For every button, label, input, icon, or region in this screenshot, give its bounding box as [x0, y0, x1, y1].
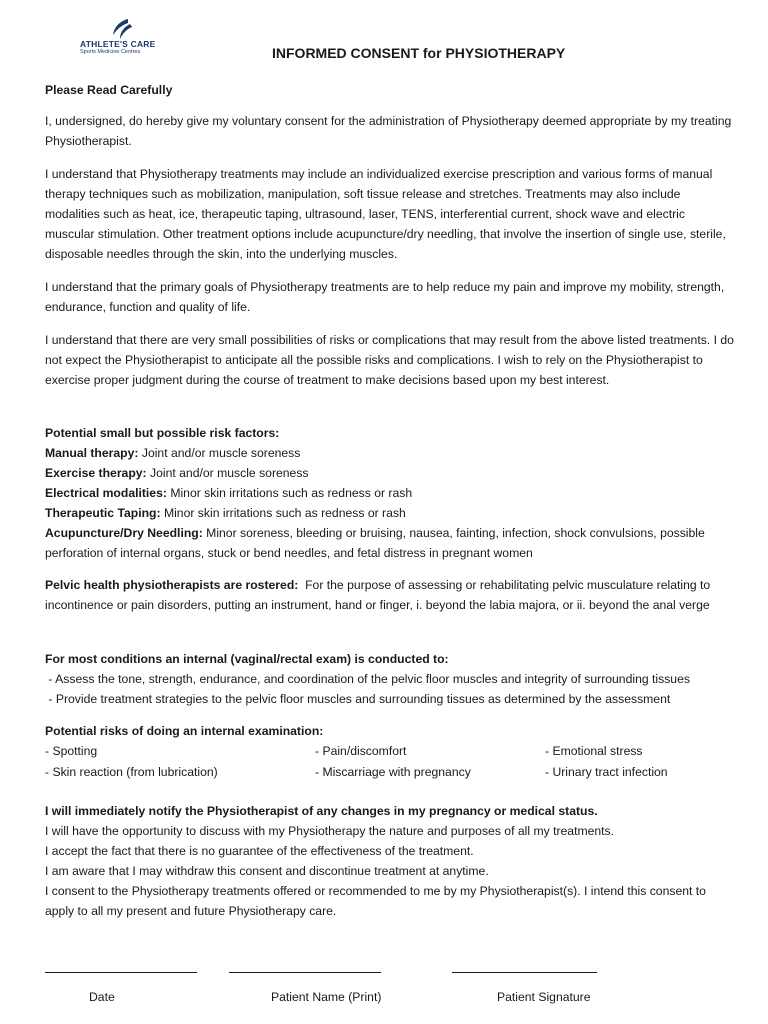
risk-emotional-stress: - Emotional stress: [545, 744, 643, 758]
intro-heading: Please Read Carefully: [45, 83, 173, 97]
paragraph-consent: I, undersigned, do hereby give my voluntary consent for the administration of Physiotherapy deemed appropriate by my treating Physiotherapist.: [45, 114, 732, 148]
risk-item: Manual therapy: Joint and/or muscle soreness: [45, 446, 301, 460]
paragraph-risks: I understand that there are very small possibilities of risks or complications that may result from the above listed treatments. I do not expect the Physiotherapist to anticipate all the possible risks and complications. I wish to rely on the Physiotherapist to exercise proper judgment during the course of treatment to make decisions based upon my best interest.: [45, 333, 734, 387]
risk-miscarriage: - Miscarriage with pregnancy: [315, 765, 471, 779]
document-title: INFORMED CONSENT for PHYSIOTHERAPY: [272, 45, 566, 61]
patient-signature-line[interactable]: [452, 972, 597, 973]
internal-exam-heading: For most conditions an internal (vaginal/rectal exam) is conducted to:: [45, 652, 449, 666]
risk-skin-reaction: - Skin reaction (from lubrication): [45, 765, 218, 779]
paragraph-treatments: I understand that Physiotherapy treatments may include an individualized exercise prescription and various forms of manual therapy techniques such as mobilization, manipulation, soft tissue release and stretches. Treatments may also include modalities such as heat, ice, therapeutic taping, ultrasound, laser, TENS, interferential current, shock wave and electric muscular stimulation. Other treatment options include acupuncture/dry needling, that involve the insertion of single use, sterile, disposable needles through the skin, into the underlying muscles.: [45, 167, 726, 261]
internal-exam-section: [45, 649, 735, 709]
internal-risks-heading: Potential risks of doing an internal examination:: [45, 724, 324, 738]
logo-name: ATHLETE'S CARE: [80, 39, 156, 49]
closing-line: I consent to the Physiotherapy treatments offered or recommended to me by my Physiotherapist(s). I intend this consent to apply to all my present and future Physiotherapy care.: [45, 884, 706, 918]
risk-pain: - Pain/discomfort: [315, 744, 407, 758]
risk-uti: - Urinary tract infection: [545, 765, 668, 779]
risk-factors-heading: Potential small but possible risk factors:: [45, 426, 280, 440]
list-item: - Assess the tone, strength, endurance, and coordination of the pelvic floor muscles and integrity of surrounding tissues: [45, 672, 690, 686]
date-line[interactable]: [45, 972, 197, 973]
closing-line: I will have the opportunity to discuss with my Physiotherapy the nature and purposes of all my treatments.: [45, 824, 615, 838]
risk-item: Exercise therapy: Joint and/or muscle soreness: [45, 466, 309, 480]
risk-item: Acupuncture/Dry Needling: Minor soreness, bleeding or bruising, nausea, fainting, infection, shock convulsions, possible perforation of internal organs, stuck or bend needles, and fetal distress in pregnant women: [45, 526, 705, 560]
closing-line: I accept the fact that there is no guarantee of the effectiveness of the treatment.: [45, 844, 474, 858]
list-item: - Provide treatment strategies to the pelvic floor muscles and surrounding tissues as determined by the assessment: [45, 692, 671, 706]
pelvic-health-paragraph: Pelvic health physiotherapists are rostered: For the purpose of assessing or rehabilitating pelvic musculature relating to incontinence or pain disorders, putting an instrument, hand or finger, i. beyond the labia majora, or ii. beyond the anal verge: [45, 578, 714, 612]
patient-name-line[interactable]: [229, 972, 381, 973]
paragraph-goals: I understand that the primary goals of Physiotherapy treatments are to help reduce my pain and improve my mobility, strength, endurance, function and quality of life.: [45, 280, 725, 314]
closing-section: [45, 801, 735, 921]
closing-line: I am aware that I may withdraw this consent and discontinue treatment at anytime.: [45, 864, 489, 878]
logo-tagline: Sports Medicine Centres: [80, 49, 141, 55]
risk-item: Electrical modalities: Minor skin irritations such as redness or rash: [45, 486, 413, 500]
patient-signature-label: Patient Signature: [497, 990, 591, 1004]
risk-spotting: - Spotting: [45, 744, 98, 758]
date-label: Date: [89, 990, 115, 1004]
notify-statement: I will immediately notify the Physiotherapist of any changes in my pregnancy or medical status.: [45, 804, 598, 818]
patient-name-label: Patient Name (Print): [271, 990, 382, 1004]
risk-factors-section: [45, 423, 735, 563]
risk-item: Therapeutic Taping: Minor skin irritations such as redness or rash: [45, 506, 406, 520]
